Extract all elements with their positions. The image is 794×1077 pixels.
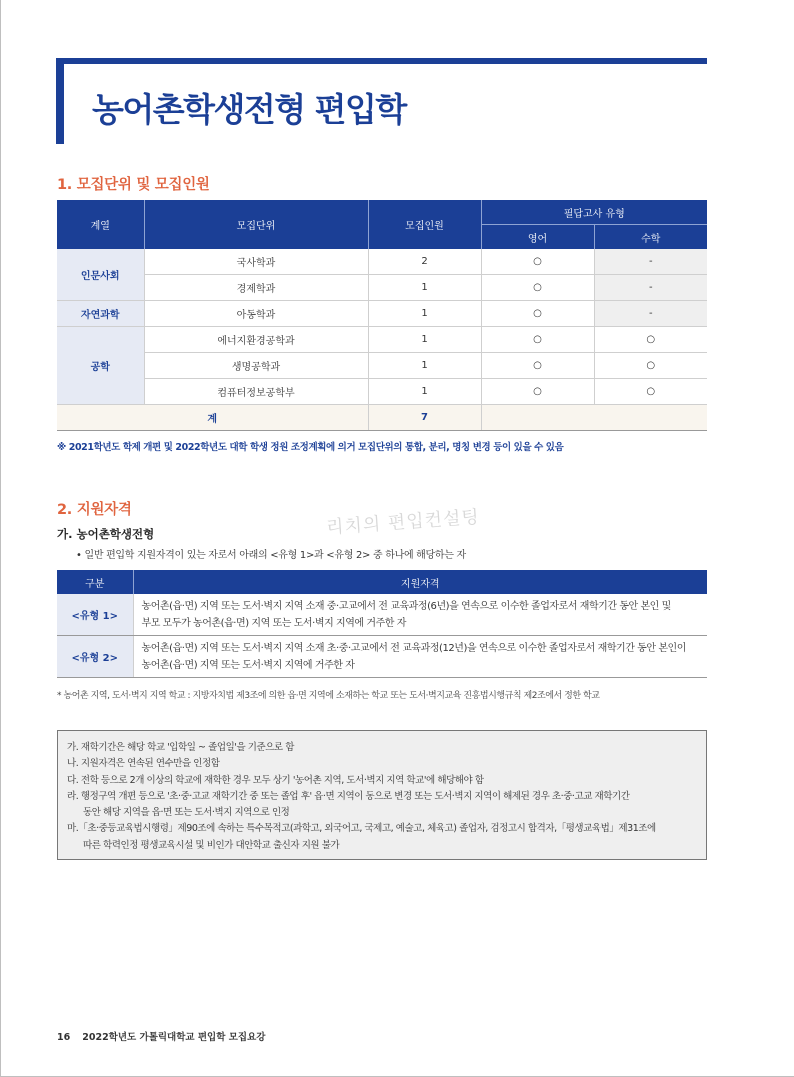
header-math: 수학 xyxy=(594,225,707,250)
quota-cell: 1 xyxy=(368,327,481,353)
header-quota: 모집인원 xyxy=(368,200,481,249)
total-row xyxy=(57,405,707,431)
header-unit: 모집단위 xyxy=(144,200,368,249)
table-row xyxy=(57,301,707,327)
description-line: 농어촌(읍·면) 지역 또는 도서·벽지 지역 소재 초·중·고교에서 전 교육과정(12년)을 연속으로 이수한 졸업자로서 재학기간 동안 본인이 xyxy=(141,642,686,654)
category-cell: 인문사회 xyxy=(57,249,144,301)
math-cell: - xyxy=(594,301,707,327)
quota-cell: 1 xyxy=(368,379,481,405)
math-cell: ○ xyxy=(594,327,707,353)
quota-cell: 1 xyxy=(368,301,481,327)
page-number: 16 xyxy=(57,1032,71,1043)
description-line: 부모 모두가 농어촌(읍·면) 지역 또는 도서·벽지 지역에 거주한 자 xyxy=(141,617,406,629)
note-line: 동안 해당 지역을 읍·면 또는 도서·벽지 지역으로 인정 xyxy=(83,807,290,819)
english-cell: ○ xyxy=(481,275,594,301)
note-line: 가. 재학기간은 해당 학교 '입학일 ~ 졸업일'을 기준으로 함 xyxy=(67,742,294,753)
type-label: <유형 1> xyxy=(57,594,133,636)
table-row xyxy=(57,379,707,405)
note-line: 다. 전학 등으로 2개 이상의 학교에 재학한 경우 모두 상기 '농어촌 지역, 도서·벽지 지역 학교'에 해당해야 함 xyxy=(67,774,484,786)
subsection-heading: 가. 농어촌학생전형 xyxy=(57,527,155,541)
header-category: 계열 xyxy=(57,200,144,249)
math-cell: - xyxy=(594,275,707,301)
unit-cell: 국사학과 xyxy=(144,249,368,275)
note-line: 따른 학력인정 평생교육시설 및 비인가 대안학교 출신자 지원 불가 xyxy=(83,839,340,851)
total-value: 7 xyxy=(368,405,481,431)
unit-cell: 생명공학과 xyxy=(144,353,368,379)
header-kind: 구분 xyxy=(57,570,133,594)
english-cell: ○ xyxy=(481,353,594,379)
note-line: 라. 행정구역 개편 등으로 '초·중·고교 재학기간 중 또는 졸업 후' 읍·면 지역이 동으로 변경 또는 도서·벽지 지역이 해제된 경우 초·중·고교 재학기간 xyxy=(67,790,630,802)
watermark: 리치의 편입컨설팅 xyxy=(325,506,481,539)
english-cell: ○ xyxy=(481,327,594,353)
unit-cell: 컴퓨터정보공학부 xyxy=(144,379,368,405)
header-english: 영어 xyxy=(481,225,594,250)
unit-cell: 에너지환경공학과 xyxy=(144,327,368,353)
footer-title: 2022학년도 가톨릭대학교 편입학 모집요강 xyxy=(82,1032,266,1043)
unit-cell: 아동학과 xyxy=(144,301,368,327)
quota-cell: 1 xyxy=(368,275,481,301)
note-line: 나. 지원자격은 연속된 연수만을 인정함 xyxy=(67,758,220,770)
footnote: * 농어촌 지역, 도서·벽지 지역 학교 : 지방자치법 제3조에 의한 읍·면 지역에 소재하는 학교 또는 도서·벽지교육 진흥법시행규칙 제2조에서 정한 학교 xyxy=(57,691,600,701)
eligibility-bullet: • 일반 편입학 지원자격이 있는 자로서 아래의 <유형 1>과 <유형 2> 중 하나에 해당하는 자 xyxy=(76,550,466,561)
total-label: 계 xyxy=(57,405,368,431)
table-row xyxy=(57,353,707,379)
eligibility-table xyxy=(57,570,707,678)
type-description xyxy=(133,594,707,636)
page-frame-left xyxy=(0,0,1,1077)
quota-cell: 1 xyxy=(368,353,481,379)
category-cell: 공학 xyxy=(57,327,144,405)
english-cell: ○ xyxy=(481,379,594,405)
english-cell: ○ xyxy=(481,301,594,327)
type-description xyxy=(133,636,707,678)
header-qualification: 지원자격 xyxy=(133,570,707,594)
section-2-heading: 2. 지원자격 xyxy=(57,502,132,518)
note-line: 마.「초·중등교육법시행령」제90조에 속하는 특수목적고(과학고, 외국어고, 국제고, 예술고, 체육고) 졸업자, 검정고시 합격자,「평생교육법」제31조에 xyxy=(67,823,656,835)
page-footer xyxy=(57,1029,265,1043)
total-empty-cell xyxy=(481,405,707,431)
notes-box xyxy=(57,730,707,860)
recruitment-table xyxy=(57,200,707,431)
table-note: ※ 2021학년도 학제 개편 및 2022학년도 대학 학생 정원 조정계획에 의거 모집단위의 통합, 분리, 명칭 변경 등이 있을 수 있음 xyxy=(57,442,564,453)
math-cell: ○ xyxy=(594,379,707,405)
unit-cell: 경제학과 xyxy=(144,275,368,301)
category-cell: 자연과학 xyxy=(57,301,144,327)
description-line: 농어촌(읍·면) 지역 또는 도서·벽지 지역 소재 중·고교에서 전 교육과정(6년)을 연속으로 이수한 졸업자로서 재학기간 동안 본인 및 xyxy=(141,600,671,612)
table-row xyxy=(57,249,707,275)
table-row xyxy=(57,327,707,353)
description-line: 농어촌(읍·면) 지역 또는 도서·벽지 지역에 거주한 자 xyxy=(141,659,355,671)
english-cell: ○ xyxy=(481,249,594,275)
header-exam-type: 필답고사 유형 xyxy=(481,200,707,225)
table-row xyxy=(57,636,707,678)
type-label: <유형 2> xyxy=(57,636,133,678)
math-cell: - xyxy=(594,249,707,275)
section-1-heading: 1. 모집단위 및 모집인원 xyxy=(57,177,210,193)
page-title: 농어촌학생전형 편입학 xyxy=(92,90,406,129)
quota-cell: 2 xyxy=(368,249,481,275)
math-cell: ○ xyxy=(594,353,707,379)
table-row xyxy=(57,594,707,636)
table-row xyxy=(57,275,707,301)
